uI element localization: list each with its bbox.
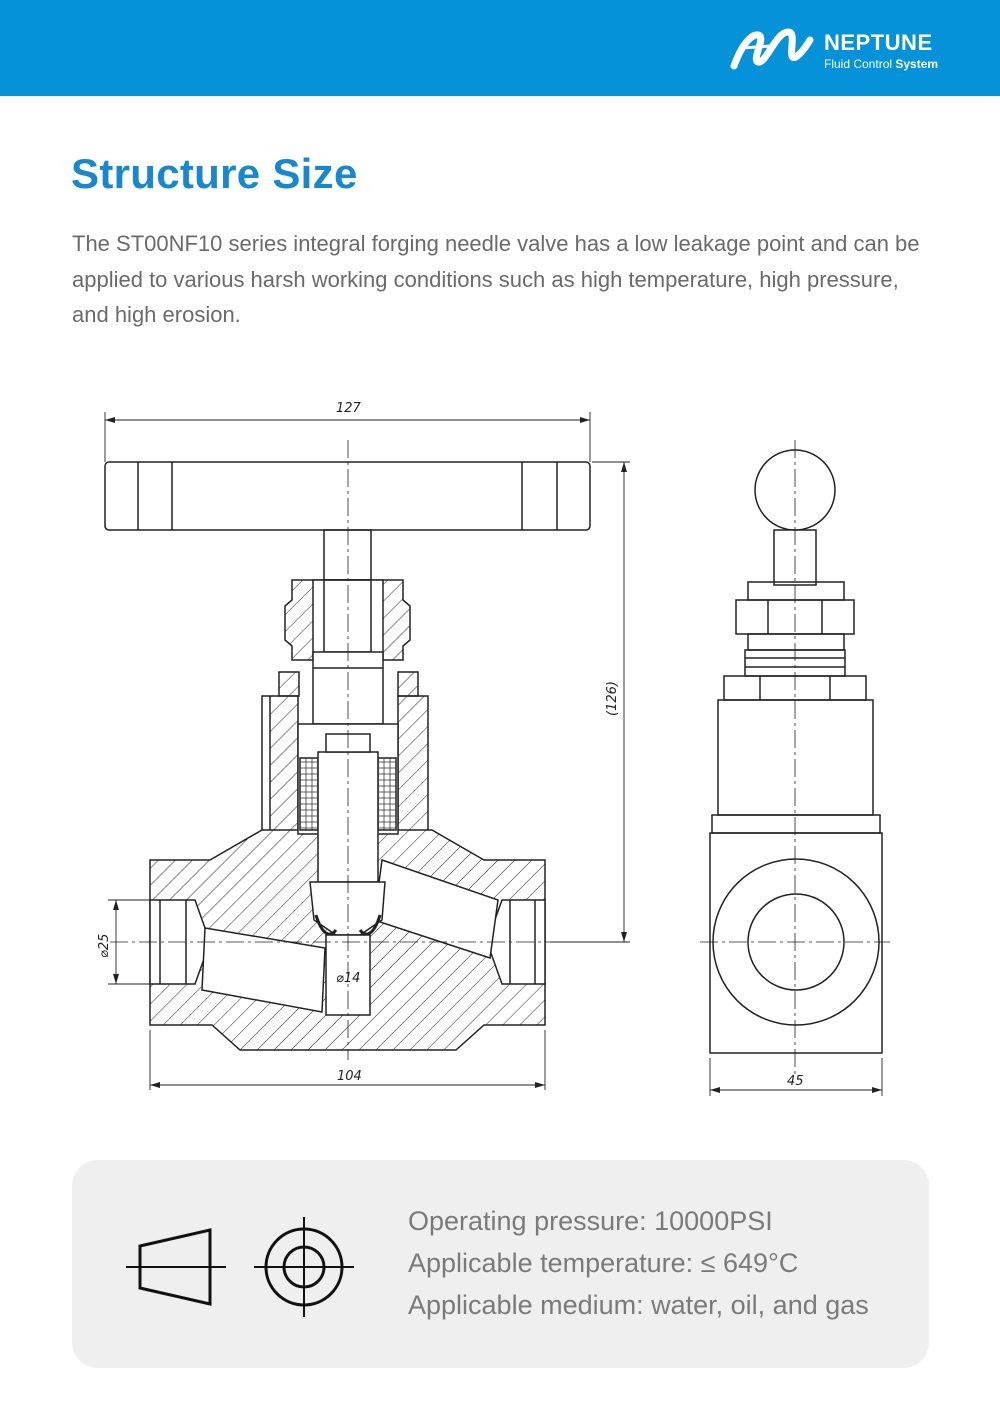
page-title: Structure Size (71, 150, 358, 197)
spec-panel (72, 1160, 929, 1368)
spec-applicable-medium: Applicable medium: water, oil, and gas (408, 1290, 869, 1320)
dim-height: (126) (605, 681, 620, 716)
description-text: The ST00NF10 series integral forging needle valve has a low leakage point and can be applied to various harsh working conditions such as high temperature, high pressure, and high erosion. (72, 231, 920, 327)
spec-list (408, 1200, 869, 1326)
dim-handle-width: 127 (336, 401, 361, 416)
spec-operating-pressure: Operating pressure: 10000PSI (408, 1206, 773, 1236)
dim-side-width: 45 (787, 1074, 804, 1089)
handle-bar (105, 462, 590, 530)
brand-logo[interactable] (730, 22, 960, 78)
projection-symbol-icon (126, 1230, 226, 1304)
dim-body-length: 104 (337, 1069, 362, 1084)
neptune-logo-icon (730, 26, 816, 74)
brand-tagline: Fluid Control System (824, 57, 939, 71)
header-bar (0, 0, 1000, 96)
concentric-circles-icon (254, 1217, 354, 1317)
valve-side-view (700, 440, 890, 1096)
spec-applicable-temperature: Applicable temperature: ≤ 649°C (408, 1248, 799, 1278)
valve-technical-drawing (0, 380, 1000, 1100)
dim-port-diameter: ⌀25 (97, 933, 112, 958)
brand-name: NEPTUNE (824, 30, 933, 55)
dim-orifice-diameter: ⌀14 (336, 971, 361, 986)
